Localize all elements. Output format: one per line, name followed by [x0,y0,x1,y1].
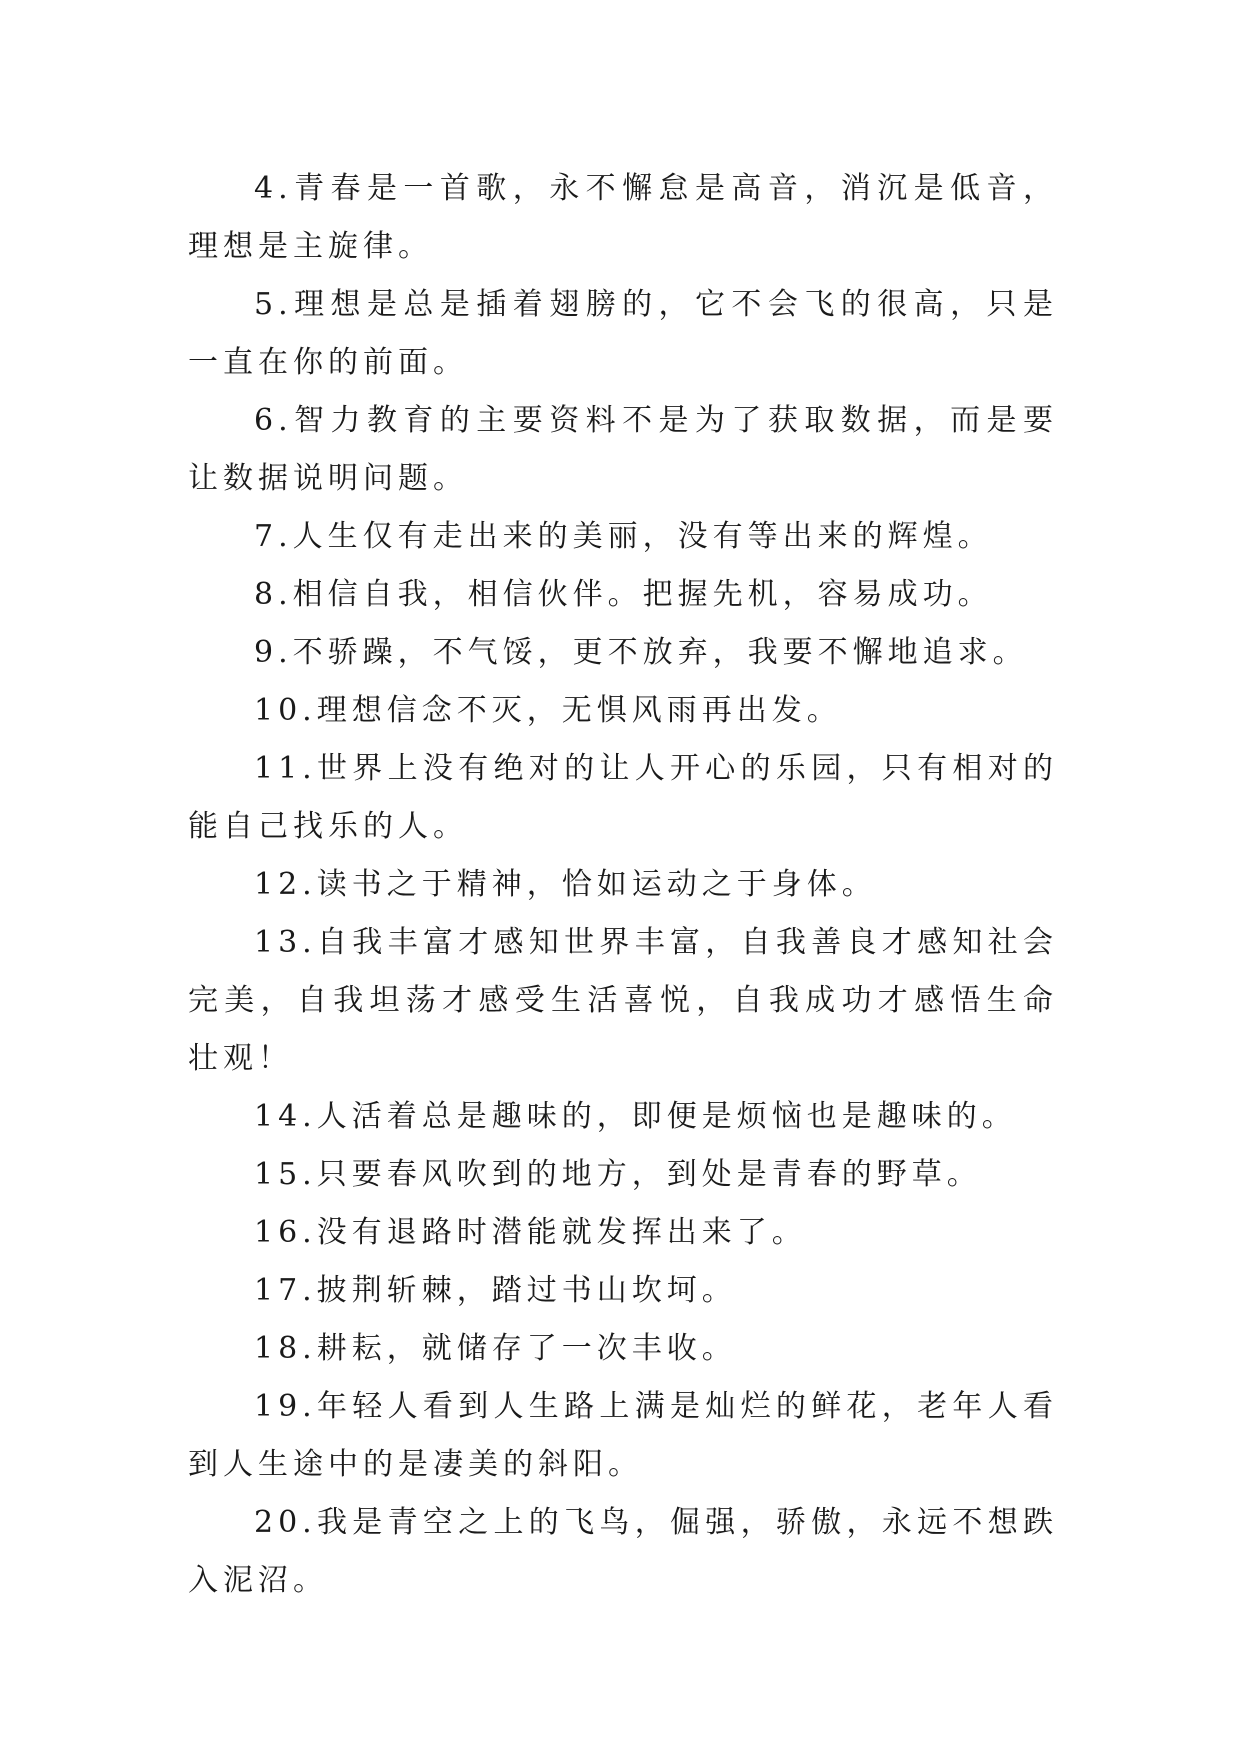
paragraph-15: 15.只要春风吹到的地方，到处是青春的野草。 [254,1157,982,1192]
paragraph-8: 8.相信自我，相信伙伴。把握先机，容易成功。 [254,577,993,612]
paragraph-14: 14.人活着总是趣味的，即便是烦恼也是趣味的。 [254,1099,1017,1134]
paragraph-19: 19.年轻人看到人生路上满是灿烂的鲜花，老年人看到人生途中的是凄美的斜阳。 [188,1389,1058,1482]
paragraph-11: 11.世界上没有绝对的让人开心的乐园，只有相对的能自己找乐的人。 [188,751,1058,844]
paragraph-10: 10.理想信念不灭，无惧风雨再出发。 [254,693,842,728]
paragraph-17: 17.披荆斩棘，踏过书山坎坷。 [254,1273,737,1308]
paragraph-20: 20.我是青空之上的飞鸟，倔强，骄傲，永远不想跌入泥沼。 [188,1505,1058,1598]
paragraph-6: 6.智力教育的主要资料不是为了获取数据，而是要让数据说明问题。 [188,403,1058,496]
paragraph-5: 5.理想是总是插着翅膀的，它不会飞的很高，只是一直在你的前面。 [188,287,1058,380]
paragraph-16: 16.没有退路时潜能就发挥出来了。 [254,1215,807,1250]
paragraph-18: 18.耕耘，就储存了一次丰收。 [254,1331,737,1366]
paragraph-13: 13.自我丰富才感知世界丰富，自我善良才感知社会完美，自我坦荡才感受生活喜悦，自我成功才感悟生命壮观！ [188,925,1058,1076]
paragraph-4: 4.青春是一首歌，永不懈怠是高音，消沉是低音，理想是主旋律。 [188,171,1058,264]
document-body [188,160,1058,1610]
paragraph-7: 7.人生仅有走出来的美丽，没有等出来的辉煌。 [254,519,993,554]
paragraph-12: 12.读书之于精神，恰如运动之于身体。 [254,867,877,902]
paragraph-9: 9.不骄躁，不气馁，更不放弃，我要不懈地追求。 [254,635,1028,670]
